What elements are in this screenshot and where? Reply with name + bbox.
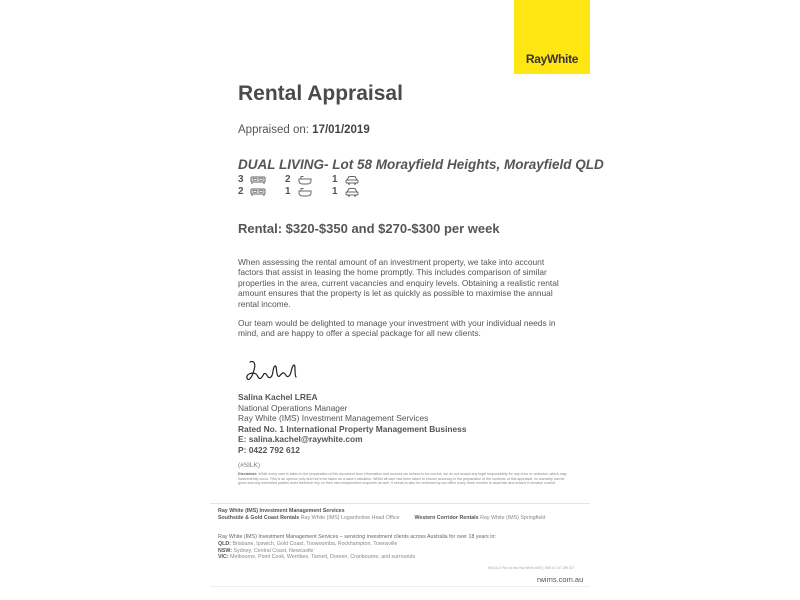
appraised-date: 17/01/2019: [312, 124, 370, 136]
car-icon: [344, 187, 360, 197]
signature-image: [244, 356, 304, 388]
bottom-rule: [210, 586, 590, 587]
region-areas: Melbourne, Point Cook, Werribee, Tarneit, Doreen, Cranbourne, and surrounds: [230, 554, 416, 561]
appraised-date-line: [238, 124, 370, 136]
region-state: VIC:: [218, 554, 229, 561]
baths-count: 2: [285, 174, 291, 185]
bed-icon: [250, 187, 266, 197]
service-line: Ray White (IMS) Investment Management Services – servicing investment clients across Australia for over 18 years in:: [218, 534, 496, 540]
contact-role: National Operations Manager: [238, 402, 348, 413]
footer-office-line: [218, 515, 545, 522]
region-state: NSW:: [218, 547, 233, 554]
office2-label: Western Corridor Rentals: [414, 514, 479, 521]
contact-block: [238, 392, 467, 456]
logo-text: RayWhite: [525, 52, 579, 66]
footer-divider: [210, 503, 590, 504]
car-icon: [344, 175, 360, 185]
bed-icon: [250, 175, 266, 185]
baths-count: 1: [285, 186, 291, 197]
appraised-label: Appraised on:: [238, 124, 309, 136]
feature-row-1: [238, 174, 379, 185]
contact-company: Ray White (IMS) Investment Management Services: [238, 413, 429, 424]
disclaimer-text: While every care is taken in the preparation of this document from information and sources we believe to be correct, we do not accept any legal responsibility for any error or omission, which may inadvertently occur. This is an opinion only and not to be taken as a sworn valuation. Whilst all care has been taken to ensure accuracy in the preparation of the contents of this appraisal, no warranty can be given and any interested parties must therefore rely on their own independent enquiries as well. It needs to also be reviewed by our office every three months to ascertain and ensure it remains current.: [238, 472, 567, 486]
footer-company: Ray White (IMS) Investment Management Services: [218, 508, 345, 514]
bath-icon: [297, 187, 313, 197]
cars-count: 1: [332, 174, 338, 185]
beds-count: 3: [238, 174, 244, 185]
feature-row-2: [238, 186, 379, 197]
reference-code: (#SILK): [238, 462, 261, 469]
region-qld: [218, 541, 496, 548]
contact-email: E: salina.kachel@raywhite.com: [238, 434, 363, 445]
raywhite-logo: [514, 0, 590, 74]
bath-icon: [297, 175, 313, 185]
office1-label: Southside & Gold Coast Rentals: [218, 514, 300, 521]
footer-regions: [218, 534, 496, 561]
office2-detail: Ray White (IMS) Springfield: [480, 514, 546, 521]
region-state: QLD:: [218, 540, 231, 547]
beds-count: 2: [238, 186, 244, 197]
region-nsw: [218, 548, 496, 555]
region-areas: Sydney, Central Coast, Newcastle: [233, 547, 314, 554]
contact-tagline: Rated No. 1 International Property Management Business: [238, 423, 467, 434]
intro-paragraph: When assessing the rental amount of an investment property, we take into account factors that assist in leasing the home promptly. This includes comparison of similar properties in the area, current vacancies and enquiry levels. Obtaining a realistic rental amount ensures that the property is let as quickly as possible to maximise the annual rental income.: [238, 257, 559, 309]
rental-range: Rental: $320-$350 and $270-$300 per week: [238, 221, 500, 236]
disclaimer: [238, 472, 568, 486]
disclaimer-label: Disclaimer:: [238, 472, 258, 476]
footer-offices: [218, 508, 545, 522]
cars-count: 1: [332, 186, 338, 197]
document-title: Rental Appraisal: [238, 82, 403, 105]
website-url: rwims.com.au: [537, 575, 584, 584]
office1-detail: Ray White (IMS) Loganholme Head Office: [300, 514, 400, 521]
region-areas: Brisbane, Ipswich, Gold Coast, Toowoomba, Rockhampton, Townsville: [232, 540, 398, 547]
contact-name: Salina Kachel LREA: [238, 392, 318, 402]
region-vic: [218, 554, 496, 561]
contact-phone: P: 0422 792 612: [238, 444, 300, 455]
fine-print: IMS/QLD Pty Ltd t/as Ray White (IMS) | ABN 62 167 289 827: [488, 566, 575, 570]
property-address: DUAL LIVING- Lot 58 Morayfield Heights, Morayfield QLD: [238, 157, 604, 172]
offer-paragraph: Our team would be delighted to manage your investment with your individual needs in mind, and are happy to offer a special package for all new clients.: [238, 318, 556, 339]
